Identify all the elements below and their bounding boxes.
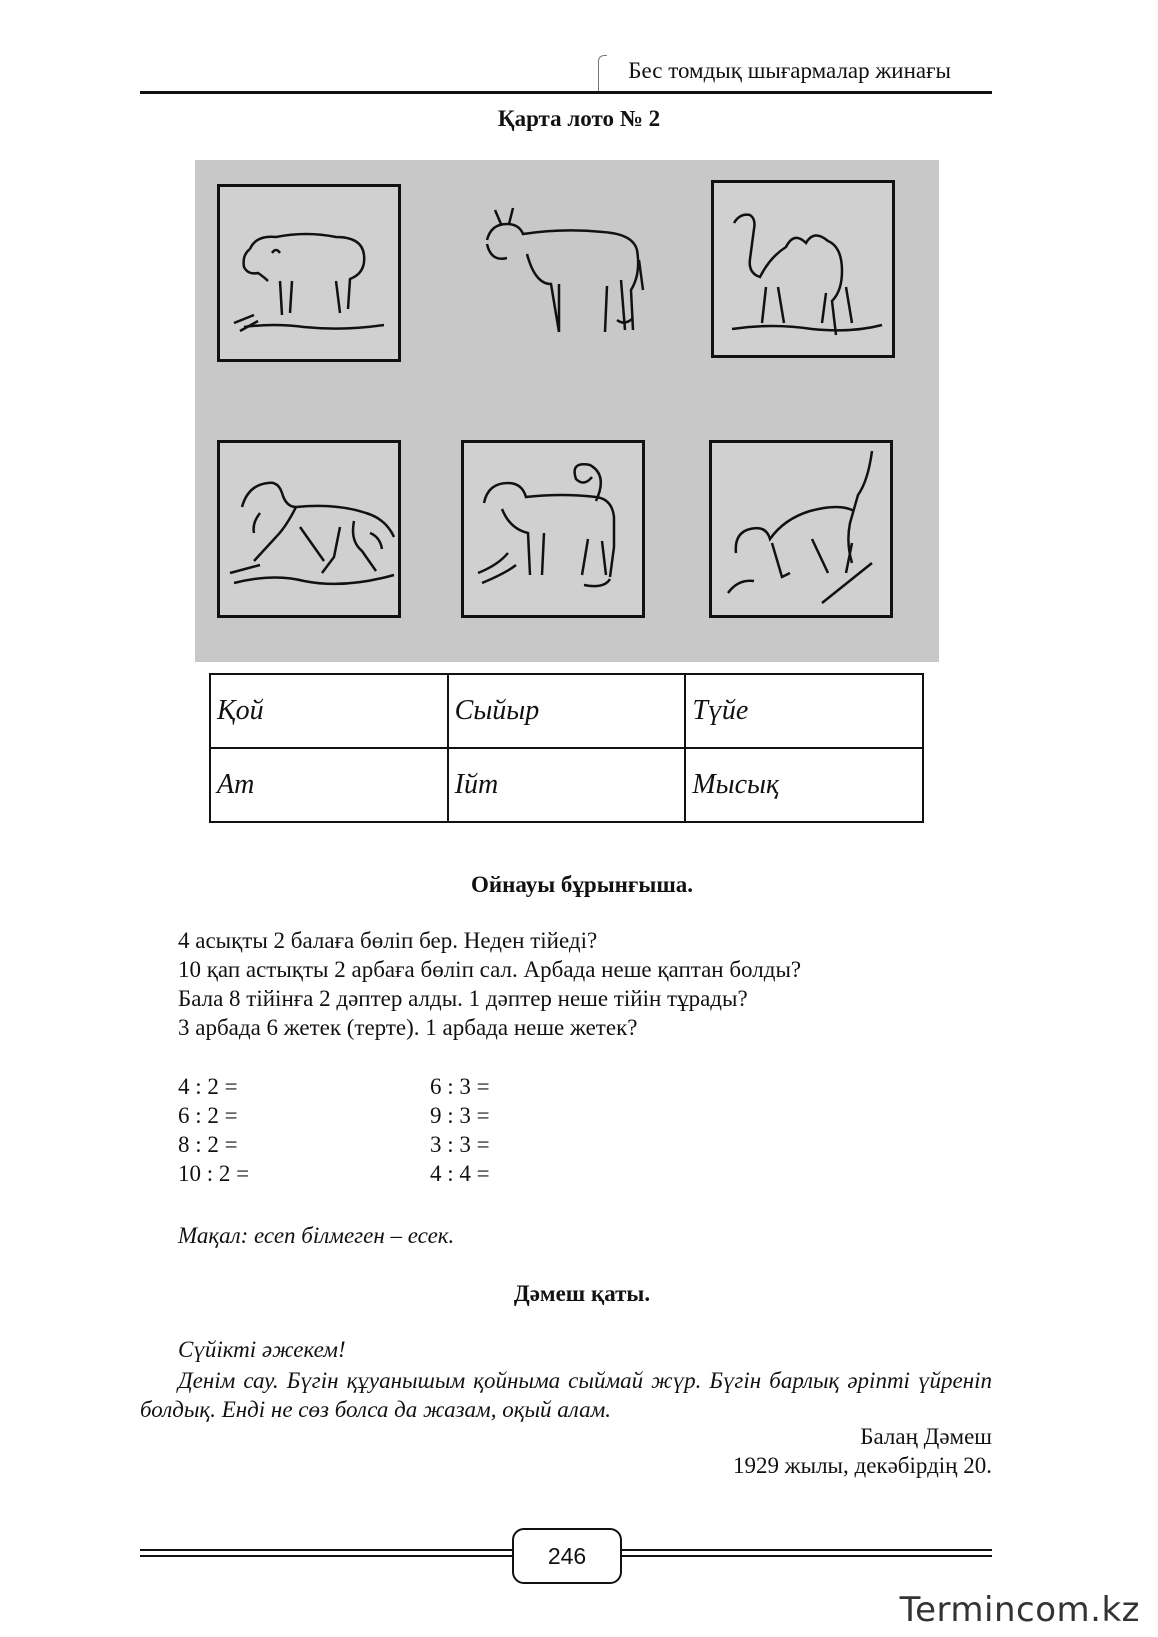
problem-line: 3 арбада 6 жетек (терте). 1 арбада неше жетек? [178, 1015, 638, 1040]
page-number: 246 [512, 1528, 622, 1584]
table-cell: Ат [210, 748, 448, 822]
table-cell: Қой [210, 674, 448, 748]
dog-icon [464, 443, 642, 615]
letter-signature: Балаң Дәмеш [860, 1424, 992, 1449]
header-tab-decoration [598, 55, 607, 92]
letter-body: Денім сау. Бүгін құуанышым қойныма сыймай жүр. Бүгін барлық әріпті үйреніп болдық. Енді не сөз болса да жазам, оқый алам. [140, 1368, 992, 1422]
footer-rule-left [140, 1555, 512, 1557]
equation-left: 6 : 2 = [178, 1103, 238, 1128]
table-cell: Сыйыр [448, 674, 686, 748]
card-sheep [217, 184, 401, 362]
table-cell: Ійт [448, 748, 686, 822]
equation-left: 4 : 2 = [178, 1074, 238, 1099]
letter-date: 1929 жылы, декәбірдің 20. [732, 1453, 992, 1478]
lotto-card-image [195, 160, 939, 662]
card-camel [711, 180, 895, 358]
proverb: Мақал: есеп білмеген – есек. [178, 1223, 455, 1248]
footer-rule-right [618, 1549, 992, 1551]
cat-icon [712, 443, 890, 615]
equation-right: 4 : 4 = [430, 1161, 490, 1186]
letter-heading: Дәмеш қаты. [513, 1281, 651, 1306]
animal-names-table [209, 673, 924, 823]
table-cell: Мысық [685, 748, 923, 822]
equation-right: 9 : 3 = [430, 1103, 490, 1128]
footer-rule-left [140, 1549, 512, 1551]
equation-left: 8 : 2 = [178, 1132, 238, 1157]
sheep-icon [220, 187, 398, 359]
letter-greeting: Сүйікті әжекем! [178, 1337, 346, 1362]
header-rule [140, 91, 992, 94]
table-row [210, 748, 923, 822]
problem-line: 10 қап астықты 2 арбаға бөліп сал. Арбада неше қаптан болды? [178, 957, 802, 982]
camel-icon [714, 183, 892, 355]
equation-left: 10 : 2 = [178, 1161, 250, 1186]
equation-right: 6 : 3 = [430, 1074, 490, 1099]
running-header: Бес томдық шығармалар жинағы [628, 58, 951, 83]
problem-line: Бала 8 тійінға 2 дәптер алды. 1 дәптер неше тійін тұрады? [178, 986, 748, 1011]
cow-icon [467, 200, 657, 350]
problem-line: 4 асықты 2 балаға бөліп бер. Неден тійеді? [178, 928, 598, 953]
table-cell: Түйе [685, 674, 923, 748]
card-cow [467, 200, 657, 350]
card-dog [461, 440, 645, 618]
footer-rule-right [618, 1555, 992, 1557]
card-horse [217, 440, 401, 618]
equation-right: 3 : 3 = [430, 1132, 490, 1157]
table-row [210, 674, 923, 748]
play-heading: Ойнауы бұрынғыша. [470, 872, 693, 897]
watermark-logo: Termincom.kz [899, 1590, 1140, 1630]
card-cat [709, 440, 893, 618]
horse-icon [220, 443, 398, 615]
section-title: Қарта лото № 2 [497, 106, 661, 131]
